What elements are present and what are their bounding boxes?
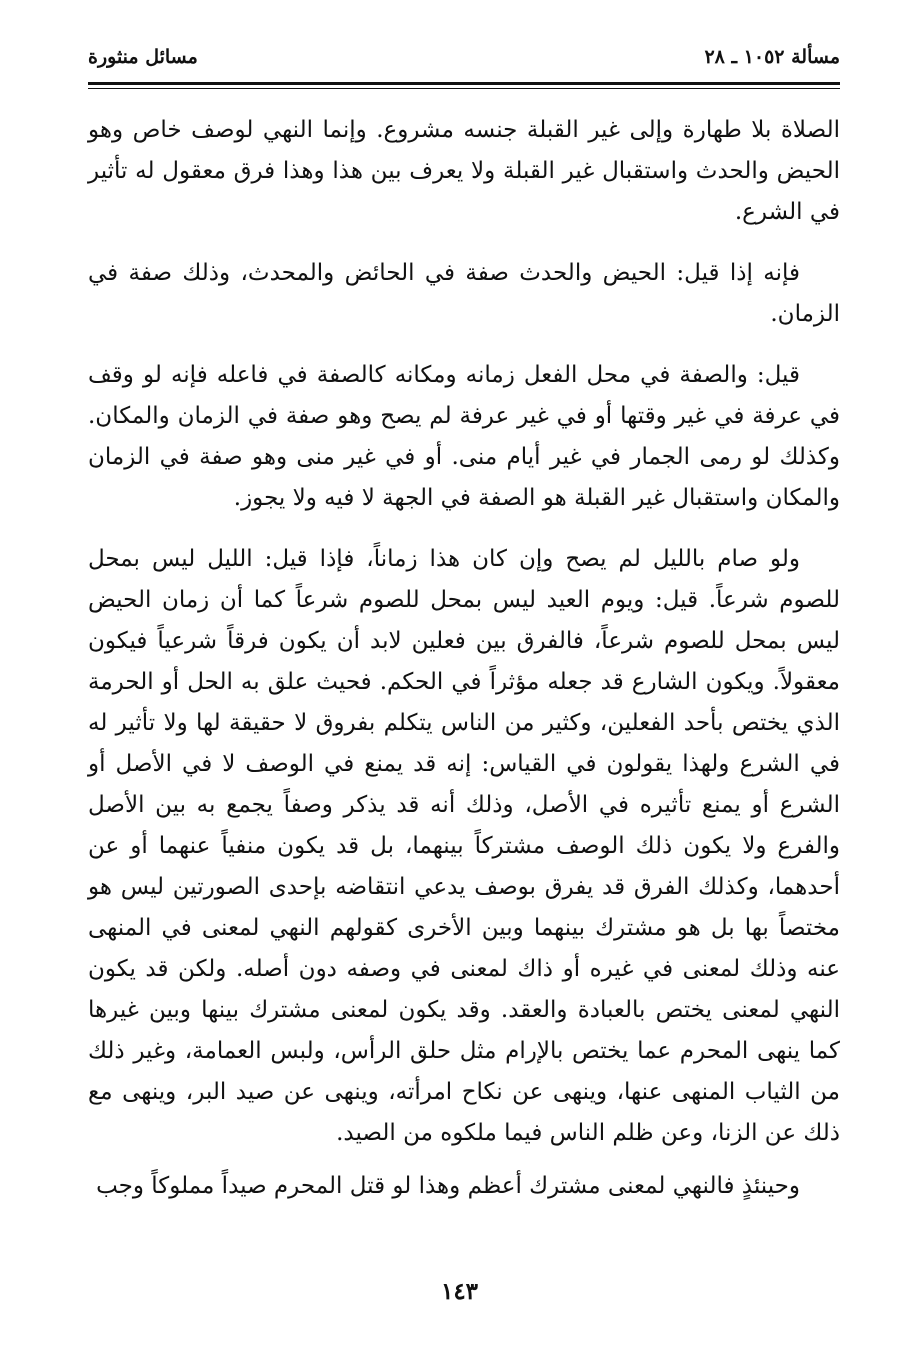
paragraph-2: فإنه إذا قيل: الحيض والحدث صفة في الحائض والمحدث، وذلك صفة في الزمان. — [88, 260, 840, 327]
header-rule — [88, 82, 840, 85]
paragraph-1: الصلاة بلا طهارة وإلى غير القبلة جنسه مشروع. وإنما النهي لوصف خاص وهو الحيض والحدث واستقبال غير القبلة ولا يعرف بين هذا وهذا فرق معقول له تأثير في الشرع. — [88, 117, 840, 225]
page-header — [88, 40, 840, 76]
body-text — [88, 110, 840, 1227]
paragraph-4: ولو صام بالليل لم يصح وإن كان هذا زماناً، فإذا قيل: الليل ليس بمحل للصوم شرعاً. قيل: ويوم العيد ليس بمحل للصوم شرعاً كما أن زمان الحيض ليس بمحل للصوم شرعاً، فالفرق بين فعلين لابد أن يكون فرقاً شرعياً فيكون معقولاً. ويكون الشارع قد جعله مؤثراً في الحكم. فحيث علق به الحل أو الحرمة الذي يختص بأحد الفعلين، وكثير من الناس يتكلم بفروق لا حقيقة لها ولا تأثير له في الشرع ولهذا يقولون في القياس: إنه قد يمنع في الوصف لا في الأصل أو الشرع أو يمنع تأثيره في الأصل، وذلك أنه قد يذكر وصفاً يجمع به بين الأصل والفرع ولا يكون ذلك الوصف مشتركاً بينهما، بل قد يكون منفياً عنهما أو عن أحدهما، وكذلك الفرق قد يفرق بوصف يدعي انتقاضه بإحدى الصورتين ليس هو مختصاً بها بل هو مشترك بينهما وبين الأخرى كقولهم النهي لمعنى في المنهى عنه وذلك لمعنى في غيره أو ذاك لمعنى في وصفه دون أصله. ولكن قد يكون النهي لمعنى يختص بالعبادة والعقد. وقد يكون لمعنى مشترك بينها وبين غيرها كما ينهى المحرم عما يختص بالإرام مثل حلق الرأس، ولبس العمامة، وغير ذلك من الثياب المنهى عنها، وينهى عن نكاح امرأته، وينهى عن صيد البر، وينهى مع ذلك عن الزنا، وعن ظلم الناس فيما ملكوه من الصيد. — [88, 546, 840, 1146]
paragraph-5: وحينئذٍ فالنهي لمعنى مشترك أعظم وهذا لو قتل المحرم صيداً مملوكاً وجب — [96, 1173, 800, 1199]
paragraph-3: قيل: والصفة في محل الفعل زمانه ومكانه كالصفة في فاعله فإنه لو وقف في عرفة في غير وقتها أو في غير عرفة لم يصح وهو صفة في الزمان والمكان. وكذلك لو رمى الجمار في غير أيام منى. أو في غير منى وهو صفة في الزمان والمكان واستقبال غير القبلة هو الصفة في الجهة لا فيه ولا يجوز. — [88, 362, 840, 511]
page-number: ١٤٣ — [440, 1278, 479, 1305]
book-title: مسائل منثورة — [88, 46, 198, 68]
issue-number: مسألة ١٠٥٢ ـ ٢٨ — [704, 46, 840, 68]
header-rule-thin — [88, 88, 840, 89]
